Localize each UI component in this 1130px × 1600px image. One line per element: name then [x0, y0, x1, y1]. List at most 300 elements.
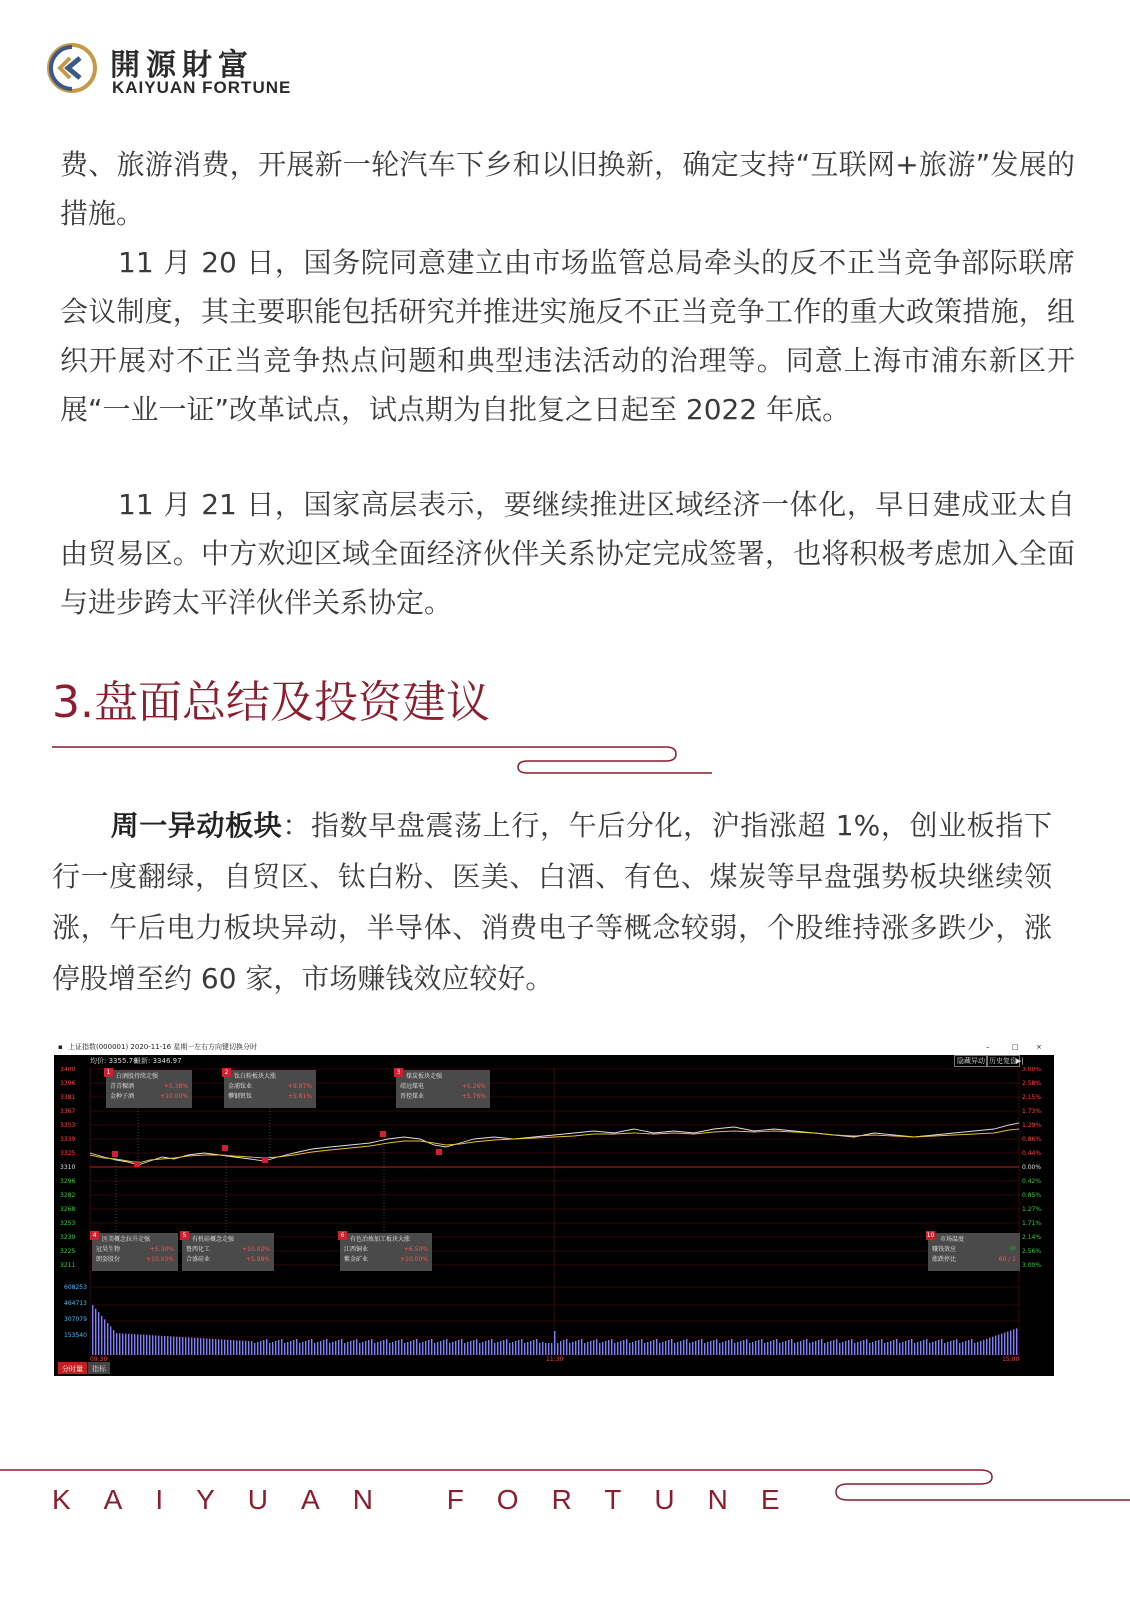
volume-bar — [737, 1342, 738, 1355]
y-left-tick: 3282 — [60, 1192, 76, 1199]
volume-tick: 307079 — [64, 1316, 87, 1323]
volume-bar — [863, 1340, 864, 1355]
brand-name-cn: 開源財富 — [110, 48, 254, 83]
volume-bar — [842, 1342, 843, 1355]
y-right-tick: 2.56% — [1022, 1248, 1042, 1255]
volume-bar — [701, 1339, 702, 1355]
volume-bar — [392, 1342, 393, 1355]
volume-bar — [377, 1342, 378, 1355]
volume-bar — [503, 1340, 504, 1355]
volume-bar — [176, 1337, 177, 1355]
volume-bar — [572, 1342, 573, 1355]
volume-bar — [389, 1343, 390, 1355]
volume-bar — [992, 1337, 993, 1355]
volume-bar — [470, 1341, 471, 1355]
summary-label: 周一异动板块 — [110, 809, 283, 842]
volume-bar — [188, 1337, 189, 1355]
volume-bar — [788, 1340, 789, 1355]
volume-bar — [569, 1343, 570, 1355]
volume-bar — [815, 1341, 816, 1355]
volume-bar — [191, 1338, 192, 1355]
volume-bar — [308, 1340, 309, 1355]
volume-bar — [314, 1343, 315, 1355]
volume-bar — [284, 1343, 285, 1355]
volume-bar — [707, 1342, 708, 1355]
volume-bar — [245, 1341, 246, 1355]
volume-bar — [464, 1343, 465, 1355]
volume-bar — [530, 1341, 531, 1355]
volume-bar — [620, 1341, 621, 1355]
volume-bar — [554, 1331, 555, 1355]
volume-bar — [506, 1339, 507, 1355]
volume-bar — [989, 1338, 990, 1355]
volume-bar — [902, 1342, 903, 1355]
y-right-tick: 3.00% — [1022, 1067, 1042, 1073]
volume-bar — [263, 1340, 264, 1355]
volume-bar — [518, 1340, 519, 1355]
avg-price: 均价: 3355.78 — [90, 1057, 138, 1065]
volume-bar — [170, 1336, 171, 1355]
volume-bar — [395, 1341, 396, 1355]
kaiyuan-logo-icon — [46, 42, 98, 94]
volume-bar — [536, 1339, 537, 1355]
intraday-chart-screenshot — [54, 1040, 1054, 1376]
volume-bar — [722, 1342, 723, 1355]
y-left-tick: 3353 — [60, 1122, 76, 1129]
volume-bar — [1001, 1334, 1002, 1355]
volume-bar — [95, 1309, 96, 1355]
volume-bar — [440, 1341, 441, 1355]
volume-bar — [719, 1343, 720, 1355]
volume-bar — [791, 1339, 792, 1355]
volume-bar — [593, 1340, 594, 1355]
volume-bar — [254, 1343, 255, 1355]
volume-bar — [260, 1341, 261, 1355]
volume-bar — [674, 1343, 675, 1355]
volume-bar — [134, 1334, 135, 1355]
volume-bar — [443, 1340, 444, 1355]
chart-plot-area — [54, 1067, 1054, 1362]
volume-bar — [647, 1342, 648, 1355]
volume-bar — [773, 1340, 774, 1355]
volume-bar — [836, 1339, 837, 1355]
volume-bar — [635, 1341, 636, 1355]
volume-bar — [923, 1340, 924, 1355]
volume-bar — [818, 1340, 819, 1355]
volume-bar — [296, 1339, 297, 1355]
volume-tick: 464713 — [64, 1300, 87, 1307]
paragraph: 11 月 20 日，国务院同意建立由市场监管总局牵头的反不正当竞争部际联席会议制度，其主要职能包括研究并推进实施反不正当竞争工作的重大政策措施，组织开展对不正当竞争热点问题和典型违法活动的治理等。同意上海市浦东新区开展“一业一证”改革试点，试点期为自批复之日起至 2022 年底。 — [60, 246, 1075, 426]
volume-bar — [317, 1342, 318, 1355]
event-popup-3: 3 煤炭板块走强 靖远煤电 +5.26% 晋控煤业 +5.76% — [396, 1070, 490, 1108]
volume-bar — [488, 1340, 489, 1355]
volume-bar — [956, 1339, 957, 1355]
minimize-button[interactable]: – — [986, 1043, 990, 1051]
volume-bar — [926, 1339, 927, 1355]
chart-window-titlebar — [54, 1040, 1054, 1055]
volume-bar — [380, 1341, 381, 1355]
volume-bar — [866, 1339, 867, 1355]
volume-bar — [302, 1342, 303, 1355]
maximize-button[interactable]: □ — [1012, 1043, 1019, 1051]
volume-bar — [368, 1340, 369, 1355]
paragraph: 11 月 21 日，国家高层表示，要继续推进区域经济一体化，早日建成亚太自由贸易区。中方欢迎区域全面经济伙伴关系协定完成签署，也将积极考虑加入全面与进步跨太平洋伙伴关系协定。 — [60, 488, 1075, 619]
section-title: 3.盘面总结及投资建议 — [52, 677, 490, 728]
volume-tick: 153540 — [64, 1332, 87, 1339]
volume-bar — [920, 1341, 921, 1355]
volume-bar — [305, 1341, 306, 1355]
volume-bar — [845, 1341, 846, 1355]
last-price: 最新: 3346.97 — [134, 1057, 182, 1065]
volume-bar — [236, 1340, 237, 1355]
y-right-tick: 0.42% — [1022, 1178, 1042, 1185]
volume-bar — [599, 1343, 600, 1355]
volume-bar — [137, 1334, 138, 1355]
volume-bar — [194, 1338, 195, 1355]
volume-bar — [596, 1339, 597, 1355]
volume-bar — [809, 1343, 810, 1355]
volume-bar — [233, 1340, 234, 1355]
y-left-tick: 3400 — [60, 1067, 76, 1073]
volume-bar — [101, 1316, 102, 1355]
y-right-tick: 2.14% — [1022, 1234, 1042, 1241]
volume-bar — [650, 1341, 651, 1355]
volume-bar — [113, 1330, 114, 1355]
volume-bar — [854, 1343, 855, 1355]
volume-bar — [581, 1339, 582, 1355]
volume-bar — [743, 1340, 744, 1355]
volume-bar — [92, 1305, 93, 1355]
volume-bar — [692, 1342, 693, 1355]
volume-bar — [422, 1342, 423, 1355]
volume-bar — [452, 1342, 453, 1355]
volume-bar — [740, 1341, 741, 1355]
volume-bar — [644, 1343, 645, 1355]
volume-bar — [983, 1340, 984, 1355]
volume-bar — [731, 1339, 732, 1355]
volume-bar — [428, 1340, 429, 1355]
y-left-tick: 3310 — [60, 1164, 76, 1171]
volume-bar — [683, 1340, 684, 1355]
volume-bar — [887, 1342, 888, 1355]
volume-bar — [401, 1339, 402, 1355]
volume-bar — [944, 1343, 945, 1355]
volume-bar — [686, 1339, 687, 1355]
volume-bar — [668, 1340, 669, 1355]
volume-bar — [671, 1339, 672, 1355]
volume-bar — [734, 1343, 735, 1355]
volume-bar — [230, 1340, 231, 1355]
volume-bar — [830, 1341, 831, 1355]
volume-bar — [917, 1342, 918, 1355]
volume-bar — [227, 1340, 228, 1355]
y-right-tick: 1.27% — [1022, 1206, 1042, 1213]
volume-bar — [131, 1334, 132, 1355]
volume-bar — [497, 1342, 498, 1355]
volume-bar — [242, 1341, 243, 1355]
volume-bar — [779, 1343, 780, 1355]
volume-bar — [566, 1339, 567, 1355]
volume-bar — [998, 1335, 999, 1355]
volume-bar — [776, 1339, 777, 1355]
volume-bar — [311, 1339, 312, 1355]
volume-bar — [359, 1343, 360, 1355]
volume-bar — [281, 1339, 282, 1355]
left-axis-labels — [60, 1067, 75, 1269]
volume-bar — [413, 1340, 414, 1355]
event-popup-10: 10 市场温度 赚钱效应 中 涨跌停比 60 / 1 — [928, 1233, 1020, 1271]
volume-bar — [605, 1341, 606, 1355]
volume-bar — [473, 1340, 474, 1355]
volume-bar — [977, 1342, 978, 1355]
volume-bar — [416, 1339, 417, 1355]
y-right-tick: 0.85% — [1022, 1192, 1042, 1199]
tab-indicator[interactable]: 指标 — [88, 1362, 110, 1374]
volume-bar — [338, 1340, 339, 1355]
volume-bar — [728, 1340, 729, 1355]
volume-bar — [347, 1342, 348, 1355]
summary-paragraph: 周一异动板块：指数早盘震荡上行，午后分化，沪指涨超 1%，创业板指下行一度翻绿，自贸区、钛白粉、医美、白酒、有色、煤炭等早盘强势板块继续领涨，午后电力板块异动，半导体、消费电子等概念较弱，个股维持涨多跌少，涨停股增至约 60 家，市场赚钱效应较好。 — [52, 809, 1052, 995]
volume-bar — [587, 1342, 588, 1355]
volume-bar — [290, 1341, 291, 1355]
volume-bar — [995, 1336, 996, 1355]
hide-alerts-button[interactable]: 隐藏异动 — [954, 1055, 988, 1067]
volume-bar — [680, 1341, 681, 1355]
volume-bar — [212, 1339, 213, 1355]
chart-tabs — [54, 1362, 254, 1376]
volume-bar — [749, 1343, 750, 1355]
volume-bar — [512, 1342, 513, 1355]
volume-bar — [962, 1342, 963, 1355]
volume-bar — [986, 1339, 987, 1355]
volume-bar — [248, 1341, 249, 1355]
volume-bar — [458, 1340, 459, 1355]
volume-bar — [155, 1335, 156, 1355]
volume-bars — [92, 1305, 1017, 1355]
volume-bar — [266, 1339, 267, 1355]
y-right-tick: 1.73% — [1022, 1108, 1042, 1115]
right-axis-labels — [1022, 1067, 1041, 1269]
volume-bar — [164, 1336, 165, 1355]
volume-bar — [203, 1338, 204, 1355]
volume-bar — [806, 1339, 807, 1355]
volume-bar — [941, 1339, 942, 1355]
volume-bar — [509, 1343, 510, 1355]
volume-bar — [146, 1335, 147, 1355]
volume-bar — [608, 1340, 609, 1355]
volume-bar — [755, 1341, 756, 1355]
volume-bar — [449, 1343, 450, 1355]
y-right-tick: 0.00% — [1022, 1164, 1042, 1171]
y-right-tick: 1.71% — [1022, 1220, 1042, 1227]
volume-bar — [803, 1340, 804, 1355]
volume-bar — [875, 1341, 876, 1355]
volume-bar — [662, 1342, 663, 1355]
volume-bar — [299, 1343, 300, 1355]
volume-bar — [386, 1339, 387, 1355]
volume-bar — [938, 1340, 939, 1355]
volume-bar — [782, 1342, 783, 1355]
volume-bar — [1010, 1330, 1011, 1355]
volume-bar — [329, 1343, 330, 1355]
volume-bar — [848, 1340, 849, 1355]
volume-bar — [1004, 1333, 1005, 1356]
volume-bar — [197, 1338, 198, 1355]
volume-bar — [215, 1339, 216, 1355]
volume-bar — [527, 1342, 528, 1355]
volume-bar — [239, 1341, 240, 1356]
volume-bar — [374, 1343, 375, 1355]
volume-bar — [434, 1343, 435, 1355]
volume-bar — [578, 1340, 579, 1355]
volume-bar — [221, 1339, 222, 1355]
volume-bar — [617, 1342, 618, 1355]
volume-bar — [98, 1312, 99, 1355]
y-right-tick: 2.15% — [1022, 1094, 1042, 1101]
volume-bar — [656, 1339, 657, 1355]
volume-bar — [785, 1341, 786, 1355]
chart-infobar — [54, 1055, 1054, 1067]
volume-bar — [833, 1340, 834, 1355]
volume-bar — [341, 1339, 342, 1355]
history-replay-button[interactable]: 历史复盘 — [986, 1055, 1020, 1067]
volume-bar — [1013, 1329, 1014, 1355]
volume-bar — [677, 1342, 678, 1355]
y-left-tick: 3325 — [60, 1150, 76, 1157]
volume-bar — [419, 1343, 420, 1355]
volume-bar — [125, 1334, 126, 1355]
volume-bar — [410, 1341, 411, 1355]
volume-bar — [695, 1341, 696, 1355]
volume-bar — [911, 1339, 912, 1355]
y-right-tick: 0.44% — [1022, 1150, 1042, 1157]
volume-bar — [698, 1340, 699, 1355]
volume-bar — [539, 1343, 540, 1355]
volume-bar — [185, 1337, 186, 1355]
volume-bar — [968, 1340, 969, 1355]
volume-bar — [950, 1341, 951, 1355]
window-title: 上证指数(000001) 2020-11-16 星期一 — [68, 1043, 195, 1051]
volume-bar — [1007, 1331, 1008, 1355]
volume-bar — [455, 1341, 456, 1355]
volume-bar — [287, 1342, 288, 1355]
volume-bar — [167, 1336, 168, 1355]
volume-bar — [713, 1340, 714, 1355]
event-popup-4: 4 医美概念拉升走强 冠昊生物 +5.30% 朗姿股份 +10.03% — [92, 1233, 178, 1271]
volume-bar — [143, 1335, 144, 1355]
volume-bar — [653, 1340, 654, 1355]
y-right-tick: 2.58% — [1022, 1080, 1042, 1087]
volume-bar — [932, 1342, 933, 1355]
volume-bar — [533, 1340, 534, 1355]
volume-bar — [761, 1339, 762, 1355]
y-left-tick: 3211 — [60, 1262, 76, 1269]
volume-bar — [641, 1339, 642, 1355]
volume-bar — [269, 1343, 270, 1355]
volume-bar — [293, 1340, 294, 1355]
volume-bar — [320, 1341, 321, 1355]
volume-bar — [812, 1342, 813, 1355]
volume-bar — [407, 1342, 408, 1355]
volume-bar — [371, 1339, 372, 1355]
footer-brand-text: KAIYUAN FORTUNE — [52, 1484, 813, 1515]
volume-bar — [878, 1340, 879, 1355]
y-left-tick: 3296 — [60, 1178, 76, 1185]
expand-icon[interactable]: ▶| — [1016, 1057, 1024, 1065]
volume-bar — [116, 1333, 117, 1355]
volume-bar — [725, 1341, 726, 1355]
volume-bar — [794, 1343, 795, 1355]
volume-bar — [404, 1343, 405, 1355]
volume-bar — [800, 1341, 801, 1355]
volume-bar — [482, 1342, 483, 1355]
volume-bar — [560, 1341, 561, 1355]
volume-bar — [437, 1342, 438, 1355]
volume-bar — [200, 1338, 201, 1355]
volume-bar — [704, 1343, 705, 1355]
volume-bar — [557, 1343, 558, 1355]
y-left-tick: 3239 — [60, 1234, 76, 1241]
volume-bar — [182, 1337, 183, 1355]
volume-bar — [884, 1343, 885, 1355]
volume-bar — [467, 1342, 468, 1355]
volume-bar — [965, 1341, 966, 1355]
volume-bar — [764, 1343, 765, 1355]
event-popup-6: 6 有色冶炼加工板块大涨 江西铜业 +6.50% 紫金矿业 +10.00% — [340, 1233, 432, 1271]
time-tick: 15:00 — [1002, 1356, 1020, 1362]
volume-bar — [524, 1343, 525, 1355]
volume-bar — [905, 1341, 906, 1355]
volume-bar — [476, 1339, 477, 1355]
volume-bar — [446, 1339, 447, 1355]
volume-bar — [173, 1337, 174, 1355]
volume-bar — [869, 1343, 870, 1355]
volume-bar — [224, 1340, 225, 1355]
volume-bar — [104, 1319, 105, 1355]
volume-bar — [797, 1342, 798, 1355]
volume-bar — [746, 1339, 747, 1355]
volume-bar — [545, 1343, 546, 1355]
volume-bar — [953, 1340, 954, 1355]
volume-bar — [431, 1339, 432, 1355]
volume-bar — [827, 1342, 828, 1355]
volume-bar — [257, 1342, 258, 1355]
volume-bar — [140, 1335, 141, 1355]
volume-bar — [209, 1339, 210, 1355]
volume-bar — [461, 1339, 462, 1355]
close-button[interactable]: × — [1036, 1043, 1042, 1051]
volume-bar — [611, 1339, 612, 1355]
volume-bar — [893, 1340, 894, 1355]
volume-bar — [752, 1342, 753, 1355]
volume-bar — [278, 1340, 279, 1355]
volume-bar — [107, 1323, 108, 1355]
volume-bar — [149, 1335, 150, 1355]
volume-bar — [638, 1340, 639, 1355]
volume-bar — [179, 1337, 180, 1355]
tab-volume[interactable]: 分时量 — [58, 1362, 87, 1374]
volume-bar — [689, 1343, 690, 1355]
volume-bar — [767, 1342, 768, 1355]
time-tick: 11:30 — [546, 1356, 564, 1362]
event-popup-1: 1 白酒股持续走强 青青稞酒 +5.38% 金种子酒 +10.00% — [106, 1070, 192, 1108]
brand-name-en: KAIYUAN FORTUNE — [112, 78, 292, 97]
volume-bar — [929, 1343, 930, 1355]
volume-bar — [251, 1341, 252, 1355]
volume-bar — [332, 1342, 333, 1355]
volume-bar — [353, 1340, 354, 1355]
volume-bar — [548, 1343, 549, 1355]
